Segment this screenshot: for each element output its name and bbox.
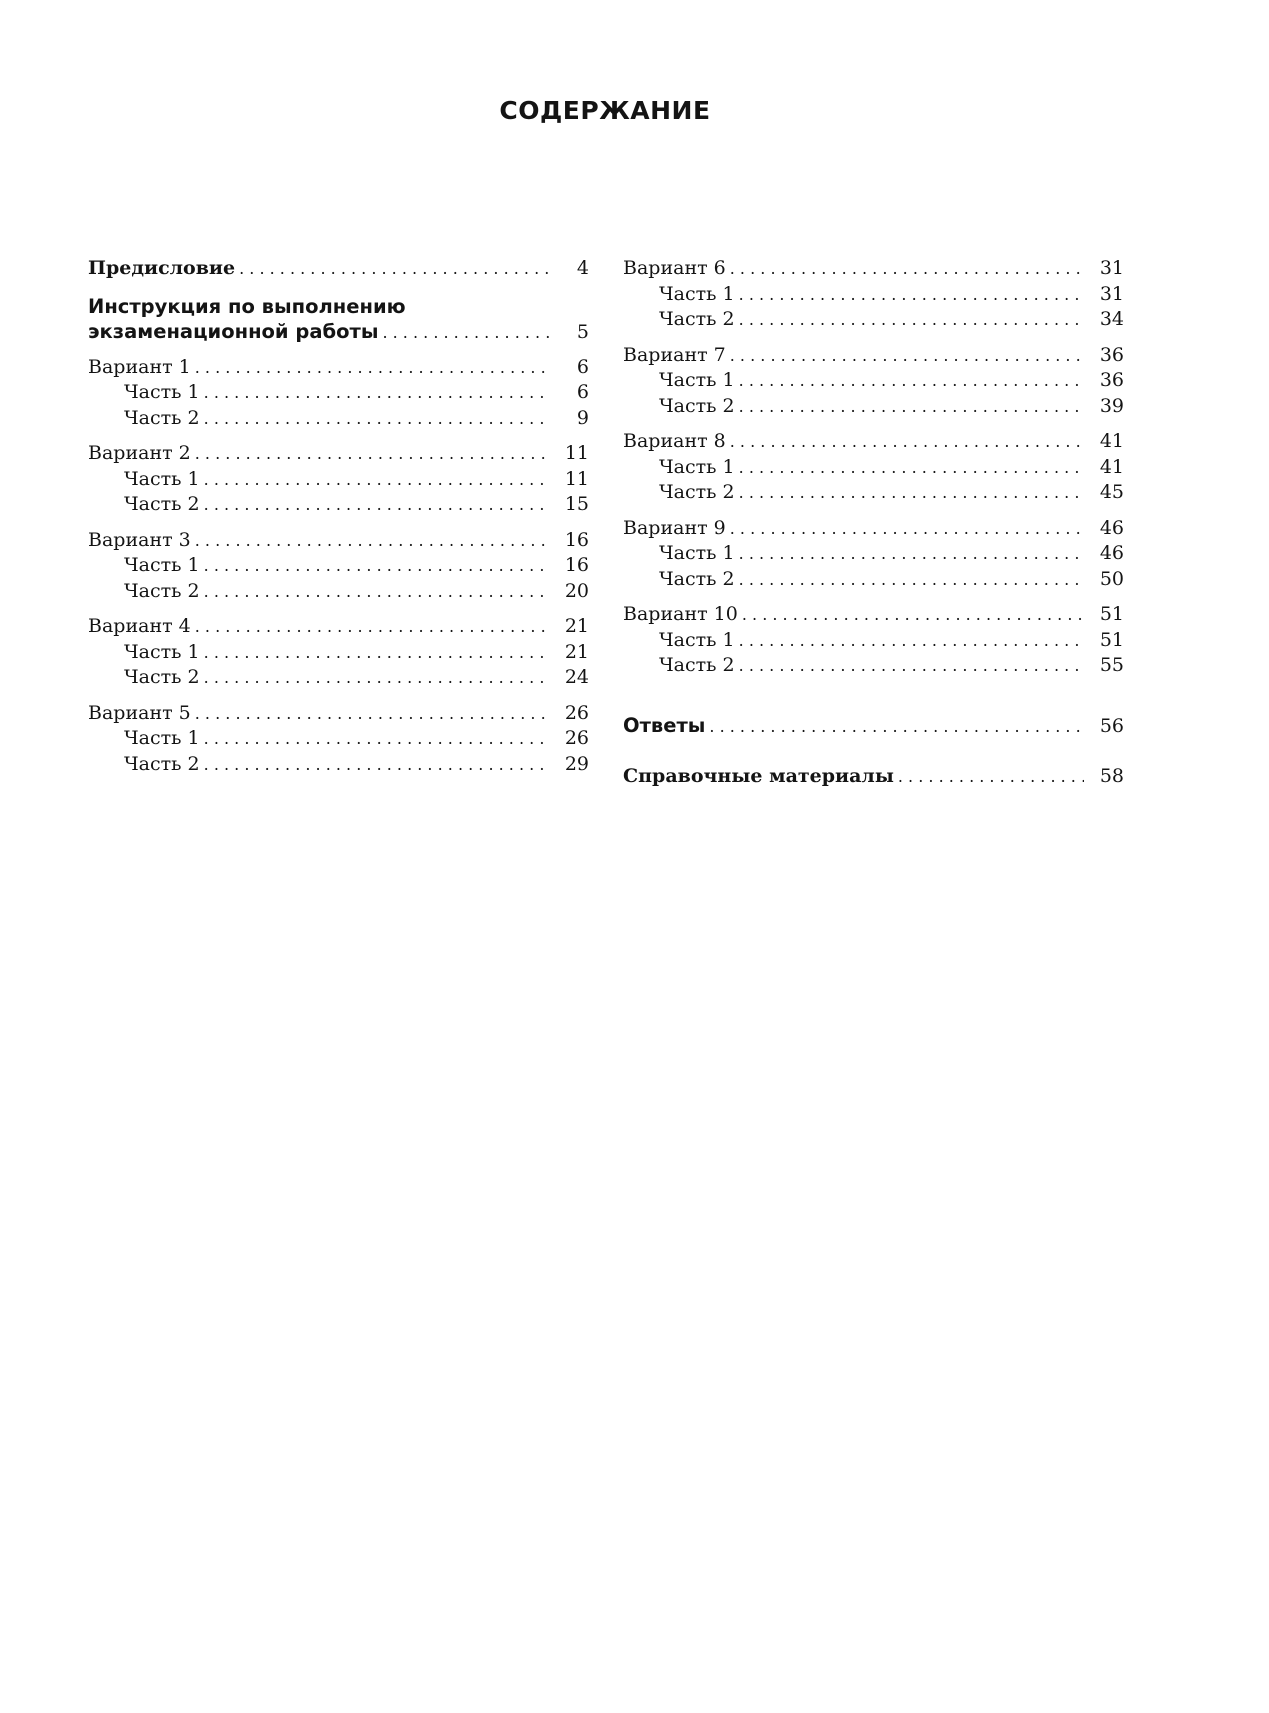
- toc-entry-part[interactable]: [623, 541, 1124, 567]
- toc-entry-label: Часть 2: [659, 394, 735, 417]
- toc-page-number: 55: [1099, 654, 1124, 676]
- toc-page-number: 11: [564, 442, 589, 464]
- leader-dots: [382, 320, 549, 346]
- page-title: СОДЕРЖАНИЕ: [499, 96, 711, 125]
- toc-page-number: 36: [1099, 343, 1124, 366]
- leader-dots: [739, 480, 1084, 506]
- leader-dots: [195, 614, 549, 640]
- toc-page-number: 50: [1099, 567, 1124, 590]
- toc-page-number: 58: [1099, 765, 1124, 787]
- toc-entry-label: Часть 1: [659, 369, 735, 391]
- leader-dots: [739, 628, 1084, 654]
- leader-dots: [739, 653, 1084, 679]
- leader-dots: [204, 665, 549, 691]
- toc-entry-part[interactable]: [88, 553, 589, 579]
- toc-left-column: [88, 256, 589, 777]
- leader-dots: [898, 764, 1084, 790]
- leader-dots: [739, 567, 1084, 593]
- toc-page-number: 45: [1099, 481, 1124, 503]
- toc-entry-label: Часть 1: [124, 467, 200, 490]
- toc-entry-reference[interactable]: [623, 764, 1124, 790]
- toc-entry-part[interactable]: [88, 640, 589, 666]
- toc-entry-label: Часть 1: [659, 628, 735, 651]
- leader-dots: [195, 701, 549, 727]
- toc-page-number: 26: [564, 727, 589, 749]
- toc-entry-instructions[interactable]: [88, 319, 589, 345]
- toc-entry-label: Часть 1: [659, 282, 735, 305]
- leader-dots: [730, 343, 1084, 369]
- toc-entry-part[interactable]: [623, 653, 1124, 679]
- toc-entry-part[interactable]: [88, 752, 589, 778]
- toc-entry-label: Вариант 9: [623, 516, 726, 539]
- toc-page-number: 51: [1099, 628, 1124, 651]
- toc-entry-label: Часть 1: [659, 542, 735, 564]
- toc-page-number: 31: [1099, 282, 1124, 305]
- leader-dots: [204, 467, 549, 493]
- leader-dots: [204, 752, 549, 778]
- leader-dots: [239, 256, 549, 282]
- leader-dots: [195, 355, 549, 381]
- toc-entry-label: Вариант 7: [623, 343, 726, 366]
- toc-page-number: 11: [564, 467, 589, 490]
- toc-entry-label: Вариант 4: [88, 615, 191, 637]
- toc-entry-label: Справочные материалы: [623, 765, 894, 787]
- toc-entry-part[interactable]: [88, 380, 589, 406]
- toc-entry-variant[interactable]: [623, 429, 1124, 455]
- leader-dots: [195, 441, 549, 467]
- toc-entry-label: Часть 2: [124, 752, 200, 775]
- toc-page-number: 24: [564, 666, 589, 688]
- leader-dots: [204, 553, 549, 579]
- toc-entry-variant[interactable]: [623, 343, 1124, 369]
- leader-dots: [739, 307, 1084, 333]
- toc-page-number: 41: [1099, 455, 1124, 478]
- leader-dots: [730, 429, 1084, 455]
- toc-page-number: 16: [564, 528, 589, 551]
- toc-entry-variant[interactable]: [623, 602, 1124, 628]
- toc-entry-label: экзаменационной работы: [88, 320, 379, 343]
- toc-variant-group: [88, 355, 589, 432]
- toc-page-number: 34: [1099, 308, 1124, 330]
- toc-page-number: 4: [576, 257, 589, 279]
- leader-dots: [739, 394, 1084, 420]
- toc-entry-label: Вариант 8: [623, 430, 726, 452]
- toc-entry-answers[interactable]: [623, 713, 1124, 739]
- toc-page-number: 41: [1099, 430, 1124, 452]
- leader-dots: [204, 726, 549, 752]
- toc-entry-label: Часть 2: [124, 493, 200, 515]
- toc-entry-part[interactable]: [623, 394, 1124, 420]
- toc-entry-label: Часть 1: [124, 381, 200, 403]
- toc-variant-group: [623, 429, 1124, 506]
- toc-entry-label: Часть 1: [659, 455, 735, 478]
- leader-dots: [195, 528, 549, 554]
- toc-page-number: 21: [564, 640, 589, 663]
- toc-entry-part[interactable]: [88, 665, 589, 691]
- toc-entry-label: Вариант 6: [623, 257, 726, 279]
- toc-page-number: 6: [576, 355, 589, 378]
- leader-dots: [204, 380, 549, 406]
- toc-page-number: 20: [564, 579, 589, 602]
- toc-entry-part[interactable]: [623, 628, 1124, 654]
- toc-page-number: 21: [564, 615, 589, 637]
- toc-entry-label: Часть 1: [124, 727, 200, 749]
- toc-variant-group: [88, 701, 589, 778]
- toc-entry-variant[interactable]: [88, 701, 589, 727]
- leader-dots: [739, 368, 1084, 394]
- toc-variant-group: [88, 614, 589, 691]
- toc-page-number: 39: [1099, 394, 1124, 417]
- leader-dots: [709, 714, 1084, 740]
- toc-entry-variant[interactable]: [88, 441, 589, 467]
- toc-entry-label: Вариант 2: [88, 442, 191, 464]
- toc-page-number: 36: [1099, 369, 1124, 391]
- toc-entry-label: Часть 2: [659, 481, 735, 503]
- toc-page-number: 46: [1099, 542, 1124, 564]
- toc-entry-label: Часть 1: [124, 640, 200, 663]
- toc-page-number: 46: [1099, 516, 1124, 539]
- leader-dots: [739, 541, 1084, 567]
- toc-page-number: 26: [564, 701, 589, 724]
- toc-entry-label: Вариант 10: [623, 603, 738, 625]
- toc-entry-part[interactable]: [623, 567, 1124, 593]
- leader-dots: [204, 579, 549, 605]
- toc-entry-part[interactable]: [88, 579, 589, 605]
- leader-dots: [204, 492, 549, 518]
- leader-dots: [204, 640, 549, 666]
- toc-entry-instructions-line1[interactable]: Инструкция по выполнению: [88, 294, 406, 318]
- toc-entry-label: Часть 2: [659, 654, 735, 676]
- toc-entry-label: Часть 2: [659, 567, 735, 590]
- toc-entry-part[interactable]: [88, 406, 589, 432]
- toc-page-number: 29: [564, 752, 589, 775]
- toc-entry-label: Ответы: [623, 713, 706, 737]
- toc-page-number: 16: [564, 554, 589, 576]
- toc-page-number: 9: [576, 406, 589, 429]
- toc-entry-variant[interactable]: [88, 528, 589, 554]
- toc-variant-group: [88, 441, 589, 518]
- toc-right-column: [623, 256, 1124, 790]
- toc-variant-group: [623, 602, 1124, 679]
- toc-entry-part[interactable]: [623, 455, 1124, 481]
- toc-entry-label: Вариант 3: [88, 528, 191, 551]
- leader-dots: [739, 282, 1084, 308]
- toc-entry-label: Часть 2: [124, 666, 200, 688]
- toc-entry-label: Часть 1: [124, 554, 200, 576]
- toc-entry-variant[interactable]: [88, 614, 589, 640]
- leader-dots: [204, 406, 549, 432]
- toc-entry-variant[interactable]: [623, 516, 1124, 542]
- toc-entry-label: Вариант 1: [88, 355, 191, 378]
- toc-page-number: 15: [564, 493, 589, 515]
- toc-entry-part[interactable]: [88, 726, 589, 752]
- toc-entry-variant[interactable]: [88, 355, 589, 381]
- toc-page-number: 56: [1099, 714, 1124, 737]
- toc-page-number: 6: [576, 381, 589, 403]
- toc-entry-part[interactable]: [88, 467, 589, 493]
- toc-entry-part[interactable]: [623, 368, 1124, 394]
- toc-entry-part[interactable]: [623, 307, 1124, 333]
- toc-entry-label: Часть 2: [124, 406, 200, 429]
- toc-entry-part[interactable]: [623, 282, 1124, 308]
- toc-entry-label: Часть 2: [659, 308, 735, 330]
- toc-entry-part[interactable]: [623, 480, 1124, 506]
- toc-page-number: 31: [1099, 257, 1124, 279]
- leader-dots: [739, 455, 1084, 481]
- leader-dots: [742, 602, 1084, 628]
- toc-entry-label: Часть 2: [124, 579, 200, 602]
- toc-entry-label: Вариант 5: [88, 701, 191, 724]
- toc-variant-group: [623, 343, 1124, 420]
- leader-dots: [730, 256, 1084, 282]
- leader-dots: [730, 516, 1084, 542]
- toc-entry-variant[interactable]: [623, 256, 1124, 282]
- toc-entry-part[interactable]: [88, 492, 589, 518]
- toc-entry-preface[interactable]: [88, 256, 589, 282]
- toc-variant-group: [623, 516, 1124, 593]
- toc-page-number: 51: [1099, 603, 1124, 625]
- toc-variant-group: [88, 528, 589, 605]
- toc-variant-group: [623, 256, 1124, 333]
- toc-entry-label: Предисловие: [88, 257, 236, 279]
- toc-page-number: 5: [576, 321, 589, 343]
